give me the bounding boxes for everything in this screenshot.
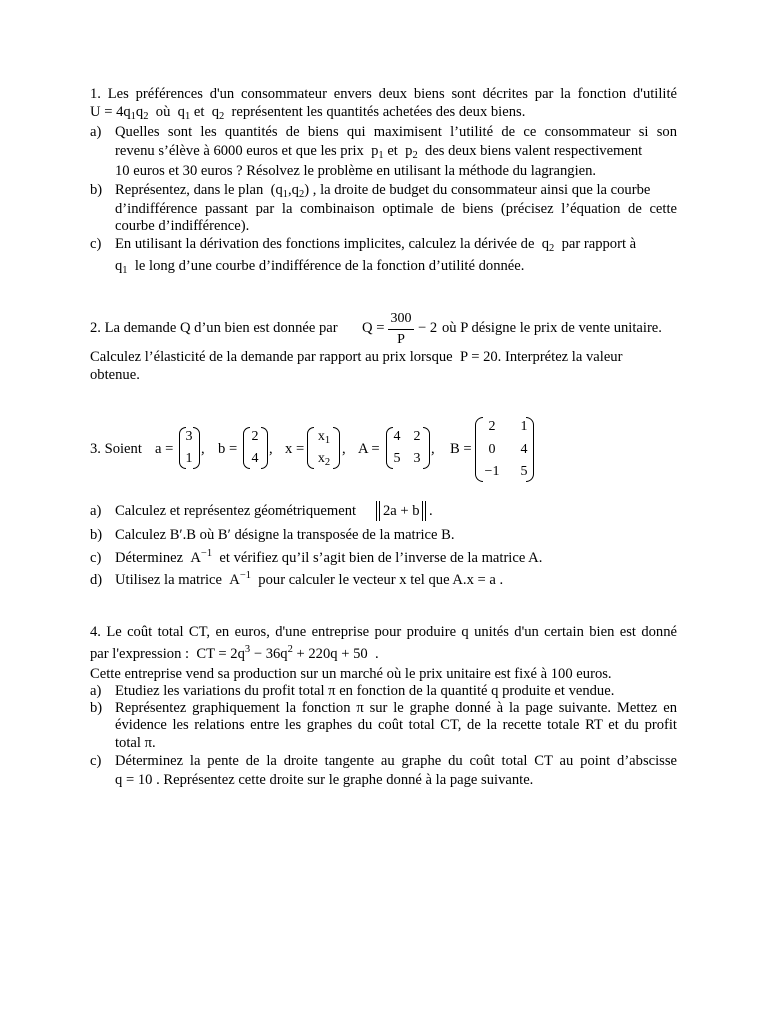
q1-b-line-1: Représentez, dans le plan $(q_1,q_2)$ , la droite de budget du consommateur ainsi que la courbe xyxy=(115,182,651,200)
q2-eq-rest: − 2 xyxy=(418,320,438,336)
matrix-b-right-paren xyxy=(526,417,534,482)
q4-b-line-2: évidence les relations entre les graphes du coût total CT, de la recette totale RT et du profit xyxy=(115,717,677,733)
q3-b-line: Calculez B′.B où B′ désigne la transposée de la matrice B. xyxy=(115,527,455,543)
comma: , xyxy=(269,441,273,457)
matrix-b-lhs: B = xyxy=(450,441,472,457)
abscissa-value: q = 10 xyxy=(115,772,153,788)
q1-b-line-3: courbe d’indifférence). xyxy=(115,218,250,234)
comma: , xyxy=(431,441,435,457)
matrix-a-lhs: A = xyxy=(358,441,380,457)
q4-line-3: Cette entreprise vend sa production sur un marché où le prix unitaire est fixé à 100 euros. xyxy=(90,666,612,682)
q4-c-label: c) xyxy=(90,753,102,769)
q3-d-label: d) xyxy=(90,572,103,588)
vector-x-left-paren xyxy=(307,427,314,469)
q1-b-label: b) xyxy=(90,182,103,198)
q3-intro: 3. Soient xyxy=(90,441,142,457)
matrix-b-entry: 4 xyxy=(520,442,528,457)
norm-expression: 2a + b xyxy=(383,503,420,519)
q4-b-line-1: Représentez graphiquement la fonction π sur le graphe donné à la page suivante. Mettez en xyxy=(115,700,677,716)
vector-x-lhs: x = xyxy=(285,441,305,457)
q2-line-2: Calculez l’élasticité de la demande par rapport au prix lorsque P = 20. Interprétez la valeur xyxy=(90,349,623,365)
matrix-b-entry: −1 xyxy=(484,464,500,479)
q2-line-1-post: où P désigne le prix de vente unitaire. xyxy=(442,320,662,336)
q3-a-line: Calculez et représentez géométriquement xyxy=(115,503,357,519)
q2-fraction-bar xyxy=(388,329,414,330)
matrix-b-entry: 5 xyxy=(520,464,528,479)
q4-a-label: a) xyxy=(90,683,102,699)
price-value: P = 20 xyxy=(459,349,498,365)
utility-equation: $U = 4q_1q_2$ xyxy=(90,104,149,122)
vector-a-right-paren xyxy=(193,427,200,469)
matrix-a-entry: 3 xyxy=(413,451,421,466)
vector-b-right-paren xyxy=(261,427,268,469)
comma: , xyxy=(342,441,346,457)
q1-c-line-2: $q_1$ le long d’une courbe d’indifférence de la fonction d’utilité donnée. xyxy=(115,258,525,276)
q4-c-line-2: q = 10 . Représentez cette droite sur le graphe donné à la page suivante. xyxy=(115,772,534,788)
q1-intro-line-1: 1. Les préférences d'un consommateur envers deux biens sont décrites par la fonction d'utilité xyxy=(90,86,677,102)
period: . xyxy=(429,503,433,519)
q1-c-line-1: En utilisant la dérivation des fonctions implicites, calculez la dérivée de $q_2$ par rapport à xyxy=(115,236,637,254)
cost-function: CT = $2q^3 - 36q^2 + 220q + 50$ xyxy=(196,644,368,662)
q1-a-line-2: revenu s’élève à 6000 euros et que les prix $p_1$ et $p_2$ des deux biens valent respectivement xyxy=(115,143,643,161)
q3-c-line: Déterminez $A^{-1}$ et vérifiez qu’il s’agit bien de l’inverse de la matrice A. xyxy=(115,548,543,566)
q2-line-1-pre: 2. La demande Q d’un bien est donnée par xyxy=(90,320,338,336)
matrix-b-entry: 0 xyxy=(488,442,496,457)
q1-a-line-1: Quelles sont les quantités de biens qui maximisent l’utilité de ce consommateur si son xyxy=(115,124,677,140)
norm-bar-right xyxy=(422,501,423,521)
matrix-b-entry: 2 xyxy=(488,419,496,434)
q4-c-line-1: Déterminez la pente de la droite tangente au graphe du coût total CT au point d’abscisse xyxy=(115,753,677,769)
q3-c-label: c) xyxy=(90,550,102,566)
q3-b-label: b) xyxy=(90,527,103,543)
q2-frac-denominator: P xyxy=(397,332,405,347)
q2-eq-lhs: Q = xyxy=(362,320,385,336)
q4-b-line-3: total π. xyxy=(115,735,156,751)
norm-bar-left xyxy=(379,501,380,521)
q1-a-line-3: 10 euros et 30 euros ? Résolvez le problème en utilisant la méthode du lagrangien. xyxy=(115,163,597,179)
matrix-b-entry: 1 xyxy=(520,419,528,434)
matrix-a-entry: 5 xyxy=(393,451,401,466)
comma: , xyxy=(201,441,205,457)
norm-bar-left xyxy=(376,501,377,521)
vector-x-entry: $x_2$ xyxy=(317,451,331,468)
q4-a-line: Etudiez les variations du profit total π en fonction de la quantité q produite et vendue. xyxy=(115,683,615,699)
q1-a-label: a) xyxy=(90,124,102,140)
norm-bar-right xyxy=(425,501,426,521)
vector-b-lhs: b = xyxy=(218,441,238,457)
plan-notation: $(q_1,q_2)$ xyxy=(270,182,310,200)
q2-line-3: obtenue. xyxy=(90,367,140,383)
q3-a-label: a) xyxy=(90,503,102,519)
vector-a-entry: 3 xyxy=(185,429,193,444)
vector-x-entry: $x_1$ xyxy=(317,429,331,446)
vector-b-entry: 2 xyxy=(251,429,259,444)
vector-x-right-paren xyxy=(333,427,340,469)
vector-b-entry: 4 xyxy=(251,451,259,466)
vector-a-entry: 1 xyxy=(185,451,193,466)
q2-frac-numerator: 300 xyxy=(390,311,412,326)
q4-b-label: b) xyxy=(90,700,103,716)
q4-line-1: 4. Le coût total CT, en euros, d'une entreprise pour produire q unités d'un certain bien est donné xyxy=(90,624,677,640)
q3-d-line: Utilisez la matrice $A^{-1}$ pour calculer le vecteur x tel que A.x = a . xyxy=(115,570,504,588)
matrix-a-entry: 4 xyxy=(393,429,401,444)
vector-a-lhs: a = xyxy=(155,441,174,457)
q4-line-2: par l'expression : CT = $2q^3 - 36q^2 + 220q + 50$ . xyxy=(90,644,379,662)
q1-c-label: c) xyxy=(90,236,102,252)
matrix-a-entry: 2 xyxy=(413,429,421,444)
matrix-a-right-paren xyxy=(423,427,430,469)
q1-intro-line-2: $U = 4q_1q_2$ où $q_1$ et $q_2$ représentent les quantités achetées des deux biens. xyxy=(90,104,526,122)
q1-b-line-2: d’indifférence passant par la combinaison optimale de biens (précisez l’équation de cette xyxy=(115,201,677,217)
